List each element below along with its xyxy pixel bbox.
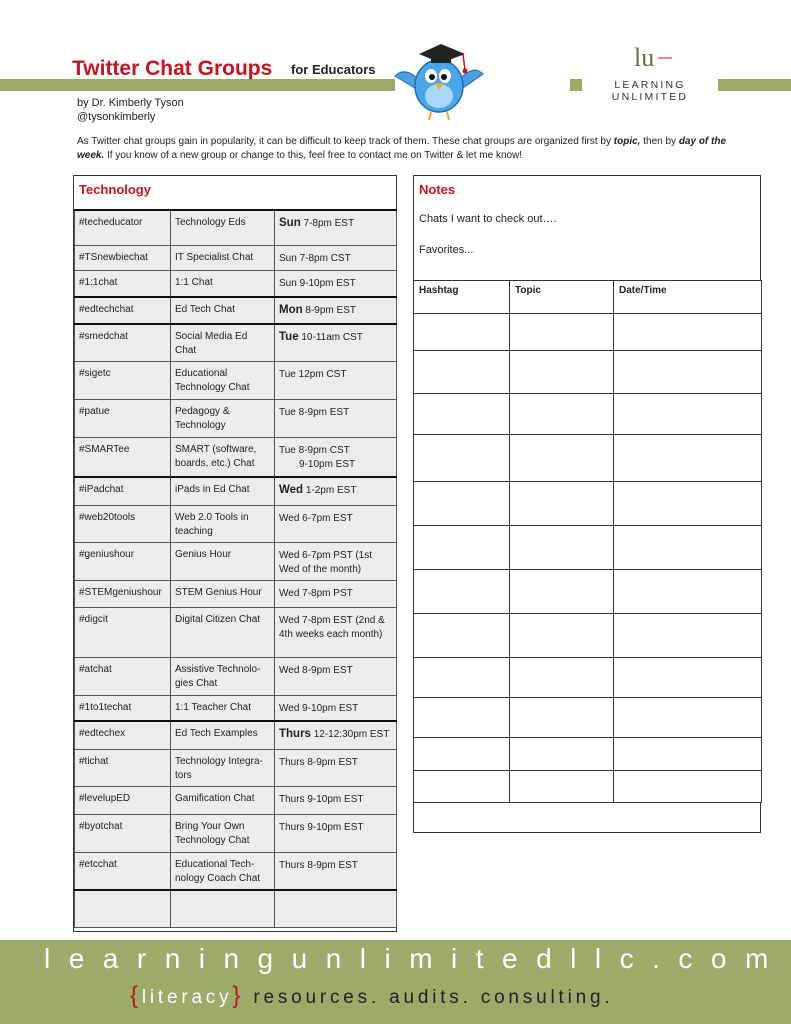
topic-cell: STEM Genius Hour (171, 580, 275, 607)
time-cell (275, 477, 397, 505)
notes-cell[interactable] (414, 314, 510, 351)
time-cell (275, 607, 397, 657)
notes-cell[interactable] (614, 435, 762, 482)
notes-cell[interactable] (614, 698, 762, 738)
time-cell (275, 695, 397, 721)
time-cell (275, 210, 397, 245)
notes-cell[interactable] (614, 482, 762, 526)
intro-text-1: As Twitter chat groups gain in popularity, it can be difficult to keep track of them. These chat groups are organized first by (77, 136, 614, 147)
hashtag-cell: #techeducator (75, 210, 171, 245)
table-row (75, 749, 397, 786)
notes-cell[interactable] (510, 394, 614, 435)
notes-cell[interactable] (414, 614, 510, 658)
technology-table (74, 209, 397, 928)
notes-row (414, 738, 762, 771)
time-label-secondary: 9-10pm EST (299, 458, 356, 470)
time-label: Wed 9-10pm EST (279, 702, 359, 714)
notes-cell[interactable] (414, 570, 510, 614)
hashtag-cell: #SMARTee (75, 437, 171, 477)
time-label: Thurs 8-9pm EST (279, 859, 358, 871)
hashtag-cell: #geniushour (75, 542, 171, 580)
notes-cell[interactable] (510, 698, 614, 738)
hashtag-cell (75, 890, 171, 927)
intro-em-day: day of the week. (77, 136, 727, 161)
notes-cell[interactable] (510, 771, 614, 803)
notes-cell[interactable] (414, 482, 510, 526)
notes-row (414, 658, 762, 698)
topic-cell: Technology Integra-tors (171, 749, 275, 786)
time-cell (275, 361, 397, 399)
time-label: Wed 7-8pm PST (279, 587, 353, 599)
author-handle: @tysonkimberly (77, 111, 156, 123)
table-row (75, 542, 397, 580)
topic-cell: Social Media Ed Chat (171, 324, 275, 361)
table-row (75, 270, 397, 297)
notes-cell[interactable] (614, 394, 762, 435)
intro-em-topic: topic, (613, 136, 641, 147)
notes-cell[interactable] (614, 526, 762, 570)
time-cell (275, 890, 397, 927)
notes-cell[interactable] (614, 658, 762, 698)
topic-cell: Gamification Chat (171, 786, 275, 814)
time-label: 12-12:30pm EST (310, 729, 390, 740)
notes-cell[interactable] (510, 435, 614, 482)
notes-line-favorites: Favorites... (419, 244, 474, 256)
table-row (75, 890, 397, 927)
notes-cell[interactable] (414, 351, 510, 394)
topic-cell: 1:1 Chat (171, 270, 275, 297)
time-cell (275, 437, 397, 477)
learning-unlimited-logo-icon (630, 42, 674, 72)
time-cell (275, 657, 397, 695)
hashtag-cell: #levelupED (75, 786, 171, 814)
time-cell (275, 297, 397, 324)
table-row (75, 852, 397, 890)
notes-cell[interactable] (414, 771, 510, 803)
table-row (75, 399, 397, 437)
notes-row (414, 482, 762, 526)
table-row (75, 721, 397, 749)
tagline-brace-close: } (232, 982, 245, 1009)
topic-cell (171, 890, 275, 927)
time-label: 10-11am CST (298, 332, 363, 343)
time-cell (275, 399, 397, 437)
day-label: Mon (279, 304, 303, 316)
hashtag-cell: #smedchat (75, 324, 171, 361)
hashtag-cell: #STEMgeniushour (75, 580, 171, 607)
time-cell (275, 749, 397, 786)
notes-cell[interactable] (510, 526, 614, 570)
hashtag-cell: #etcchat (75, 852, 171, 890)
topic-cell: Educational Tech-nology Coach Chat (171, 852, 275, 890)
notes-cell[interactable] (510, 351, 614, 394)
time-label: Thurs 8-9pm EST (279, 756, 358, 768)
hashtag-cell: #web20tools (75, 505, 171, 542)
intro-text-3: If you know of a new group or change to this, feel free to contact me on Twitter & let me know! (104, 150, 523, 161)
day-label: Tue (279, 331, 299, 343)
page-title: Twitter Chat Groups (72, 57, 273, 80)
time-label: 1-2pm EST (303, 485, 357, 496)
notes-heading: Notes (419, 182, 456, 197)
notes-cell[interactable] (414, 526, 510, 570)
notes-col-topic: Topic (510, 281, 614, 314)
time-cell (275, 505, 397, 542)
time-label: Tue 8-9pm CST (279, 444, 350, 456)
notes-line-check-out: Chats I want to check out…. (419, 213, 557, 225)
tagline-brace-open: { (130, 982, 142, 1009)
notes-cell[interactable] (510, 482, 614, 526)
table-row (75, 245, 397, 270)
time-cell (275, 245, 397, 270)
time-label: Wed 6-7pm PST (1st Wed of the month) (279, 549, 372, 575)
logo-mark-text: lu (634, 43, 655, 72)
table-row (75, 210, 397, 245)
topic-cell: Educational Technology Chat (171, 361, 275, 399)
time-label: 7-8pm EST (300, 218, 355, 229)
hashtag-cell: #edtechex (75, 721, 171, 749)
notes-cell[interactable] (414, 658, 510, 698)
topic-cell: Bring Your Own Technology Chat (171, 814, 275, 852)
notes-cell[interactable] (414, 435, 510, 482)
notes-cell[interactable] (510, 614, 614, 658)
topic-cell: Digital Citizen Chat (171, 607, 275, 657)
time-cell (275, 786, 397, 814)
hashtag-cell: #atchat (75, 657, 171, 695)
tagline-rest: resources. audits. consulting. (244, 987, 614, 1008)
topic-cell: Pedagogy & Technology (171, 399, 275, 437)
topic-cell: Ed Tech Examples (171, 721, 275, 749)
notes-cell[interactable] (614, 614, 762, 658)
notes-cell[interactable] (510, 658, 614, 698)
time-label: Thurs 9-10pm EST (279, 793, 364, 805)
topic-cell: iPads in Ed Chat (171, 477, 275, 505)
table-row (75, 437, 397, 477)
notes-row (414, 314, 762, 351)
topic-cell: Assistive Technolo-gies Chat (171, 657, 275, 695)
time-label: Tue 8-9pm EST (279, 406, 350, 418)
topic-cell: Ed Tech Chat (171, 297, 275, 324)
table-row (75, 505, 397, 542)
tagline-literacy: literacy (141, 987, 233, 1008)
day-label: Wed (279, 484, 304, 496)
notes-cell[interactable] (614, 570, 762, 614)
hashtag-cell: #patue (75, 399, 171, 437)
hashtag-cell: #TSnewbiechat (75, 245, 171, 270)
notes-prompts (419, 212, 557, 274)
topic-cell: IT Specialist Chat (171, 245, 275, 270)
notes-row (414, 435, 762, 482)
topic-cell: Technology Eds (171, 210, 275, 245)
page-subtitle: for Educators (291, 62, 376, 77)
day-label: Thurs (279, 728, 311, 740)
time-cell (275, 270, 397, 297)
notes-cell[interactable] (510, 570, 614, 614)
notes-cell[interactable] (614, 738, 762, 771)
footer-tagline (130, 982, 613, 1010)
time-label: Tue 12pm CST (279, 368, 347, 380)
time-label: Wed 8-9pm EST (279, 664, 353, 676)
hashtag-cell: #byotchat (75, 814, 171, 852)
table-row (75, 580, 397, 607)
hashtag-cell: #1to1techat (75, 695, 171, 721)
time-cell (275, 814, 397, 852)
notes-cell[interactable] (510, 738, 614, 771)
time-label: Wed 7-8pm EST (2nd & 4th weeks each month) (279, 614, 385, 640)
time-label: Sun 9-10pm EST (279, 277, 356, 289)
hashtag-cell: #sigetc (75, 361, 171, 399)
notes-row (414, 771, 762, 803)
table-row (75, 477, 397, 505)
notes-cell[interactable] (414, 394, 510, 435)
author-block (77, 96, 184, 124)
notes-cell[interactable] (614, 314, 762, 351)
time-cell (275, 852, 397, 890)
time-label: Sun 7-8pm CST (279, 252, 351, 264)
notes-table (413, 280, 762, 803)
table-row (75, 297, 397, 324)
time-label: 8-9pm EST (302, 305, 356, 316)
notes-row (414, 614, 762, 658)
topic-cell: Genius Hour (171, 542, 275, 580)
time-label: Wed 6-7pm EST (279, 512, 353, 524)
hashtag-cell: #1:1chat (75, 270, 171, 297)
topic-cell: SMART (software, boards, etc.) Chat (171, 437, 275, 477)
notes-col-hashtag: Hashtag (414, 281, 510, 314)
notes-row (414, 570, 762, 614)
time-cell (275, 721, 397, 749)
intro-text-2: then by (640, 136, 679, 147)
table-row (75, 695, 397, 721)
table-row (75, 607, 397, 657)
table-row (75, 786, 397, 814)
topic-cell: Web 2.0 Tools in teaching (171, 505, 275, 542)
intro-paragraph (77, 135, 737, 163)
notes-row (414, 526, 762, 570)
topic-cell: 1:1 Teacher Chat (171, 695, 275, 721)
hashtag-cell: #iPadchat (75, 477, 171, 505)
table-row (75, 657, 397, 695)
notes-cell[interactable] (614, 351, 762, 394)
time-cell (275, 580, 397, 607)
notes-cell[interactable] (510, 314, 614, 351)
brand-name: LEARNING UNLIMITED (582, 79, 718, 91)
notes-row (414, 394, 762, 435)
footer-url: learningunlimitedllc.com (44, 943, 787, 974)
table-row (75, 814, 397, 852)
time-label: Thurs 9-10pm EST (279, 821, 364, 833)
hashtag-cell: #edtechchat (75, 297, 171, 324)
time-cell (275, 542, 397, 580)
notes-row (414, 351, 762, 394)
notes-col-datetime: Date/Time (614, 281, 762, 314)
time-cell (275, 324, 397, 361)
day-label: Sun (279, 217, 301, 229)
hashtag-cell: #tichat (75, 749, 171, 786)
notes-cell[interactable] (414, 698, 510, 738)
author-name: by Dr. Kimberly Tyson (77, 97, 184, 109)
table-row (75, 361, 397, 399)
notes-cell[interactable] (414, 738, 510, 771)
notes-cell[interactable] (614, 771, 762, 803)
twitter-bird-graduate-icon (385, 36, 493, 124)
technology-heading: Technology (79, 182, 151, 197)
notes-row (414, 698, 762, 738)
hashtag-cell: #digcit (75, 607, 171, 657)
table-row (75, 324, 397, 361)
